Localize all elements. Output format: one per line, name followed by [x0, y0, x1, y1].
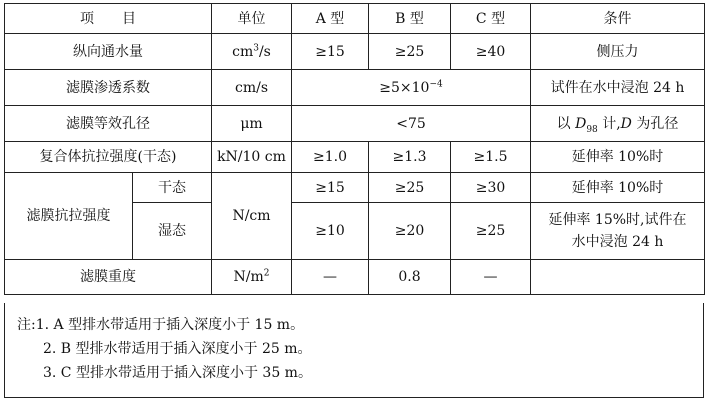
row-condition: 延伸率 10%时: [531, 142, 705, 173]
header-condition: 条件: [531, 4, 705, 34]
value-type-b: 0.8: [369, 260, 451, 295]
header-type-b: B 型: [369, 4, 451, 34]
drainage-band-spec-table: [4, 3, 705, 295]
row-label: 纵向通水量: [5, 34, 212, 70]
row-label: 滤膜重度: [5, 260, 212, 295]
value-type-c: ≥25: [451, 203, 531, 260]
value-type-a: ≥10: [292, 203, 369, 260]
row-label: 滤膜渗透系数: [5, 70, 212, 106]
condition-text: 以: [556, 115, 576, 132]
note-line: 注:1. A 型排水带适用于插入深度小于 15 m。: [17, 317, 305, 333]
row-condition: [531, 106, 705, 142]
unit-base: cm: [232, 43, 254, 60]
row-unit: kN/10 cm: [212, 142, 292, 173]
value-type-c: ≥40: [451, 34, 531, 70]
table-notes: [4, 303, 704, 398]
header-item: 项 目: [5, 4, 212, 34]
value-exponent: −4: [429, 78, 443, 89]
row-label: 复合体抗拉强度(干态): [5, 142, 212, 173]
table-row: [5, 173, 705, 203]
value-type-a: ≥1.0: [292, 142, 369, 173]
row-unit: N/cm: [212, 173, 292, 260]
value-type-c: ≥1.5: [451, 142, 531, 173]
table-header-row: [5, 4, 705, 34]
value-all-types: [292, 70, 531, 106]
unit-base: N/m: [233, 269, 264, 285]
row-label: 滤膜抗拉强度: [5, 173, 133, 260]
value-type-a: ≥15: [292, 34, 369, 70]
header-type-c: C 型: [451, 4, 531, 34]
row-unit: μm: [212, 106, 292, 142]
row-label: 滤膜等效孔径: [5, 106, 212, 142]
header-type-a: A 型: [292, 4, 369, 34]
condition-line: 延伸率 15%时,试件在: [548, 212, 687, 228]
row-unit: [212, 260, 292, 295]
condition-line: 水中浸泡 24 h: [571, 234, 664, 250]
unit-superscript: 2: [263, 268, 270, 279]
value-all-types: <75: [292, 106, 531, 142]
table-row: [5, 260, 705, 295]
sub-label-wet: 湿态: [133, 203, 212, 260]
row-condition: [531, 260, 705, 295]
unit-superscript: 3: [253, 42, 259, 53]
note-line: 3. C 型排水带适用于插入深度小于 35 m。: [43, 365, 312, 381]
row-condition: 试件在水中浸泡 24 h: [531, 70, 705, 106]
value-type-a: ≥15: [292, 173, 369, 203]
value-type-b: ≥1.3: [369, 142, 451, 173]
table-row: [5, 142, 705, 173]
value-type-a: —: [292, 260, 369, 295]
value-type-c: ≥30: [451, 173, 531, 203]
symbol-subscript: 98: [586, 124, 598, 135]
value-type-b: ≥20: [369, 203, 451, 260]
row-unit: [212, 34, 292, 70]
sub-label-dry: 干态: [133, 173, 212, 203]
row-condition: 延伸率 10%时: [531, 173, 705, 203]
unit-rest: /s: [258, 43, 271, 60]
condition-text: 为孔径: [631, 115, 679, 132]
value-type-b: ≥25: [369, 173, 451, 203]
value-type-b: ≥25: [369, 34, 451, 70]
header-unit: 单位: [212, 4, 292, 34]
value-base: ≥5×10: [379, 79, 430, 96]
row-unit: cm/s: [212, 70, 292, 106]
condition-text: 计,: [597, 115, 621, 132]
symbol-d: D: [575, 115, 587, 132]
table-row: [5, 34, 705, 70]
row-condition: [531, 203, 705, 260]
table-row: [5, 106, 705, 142]
row-condition: 侧压力: [531, 34, 705, 70]
symbol-d: D: [620, 115, 632, 132]
table-row: [5, 70, 705, 106]
note-line: 2. B 型排水带适用于插入深度小于 25 m。: [43, 341, 312, 357]
value-type-c: —: [451, 260, 531, 295]
